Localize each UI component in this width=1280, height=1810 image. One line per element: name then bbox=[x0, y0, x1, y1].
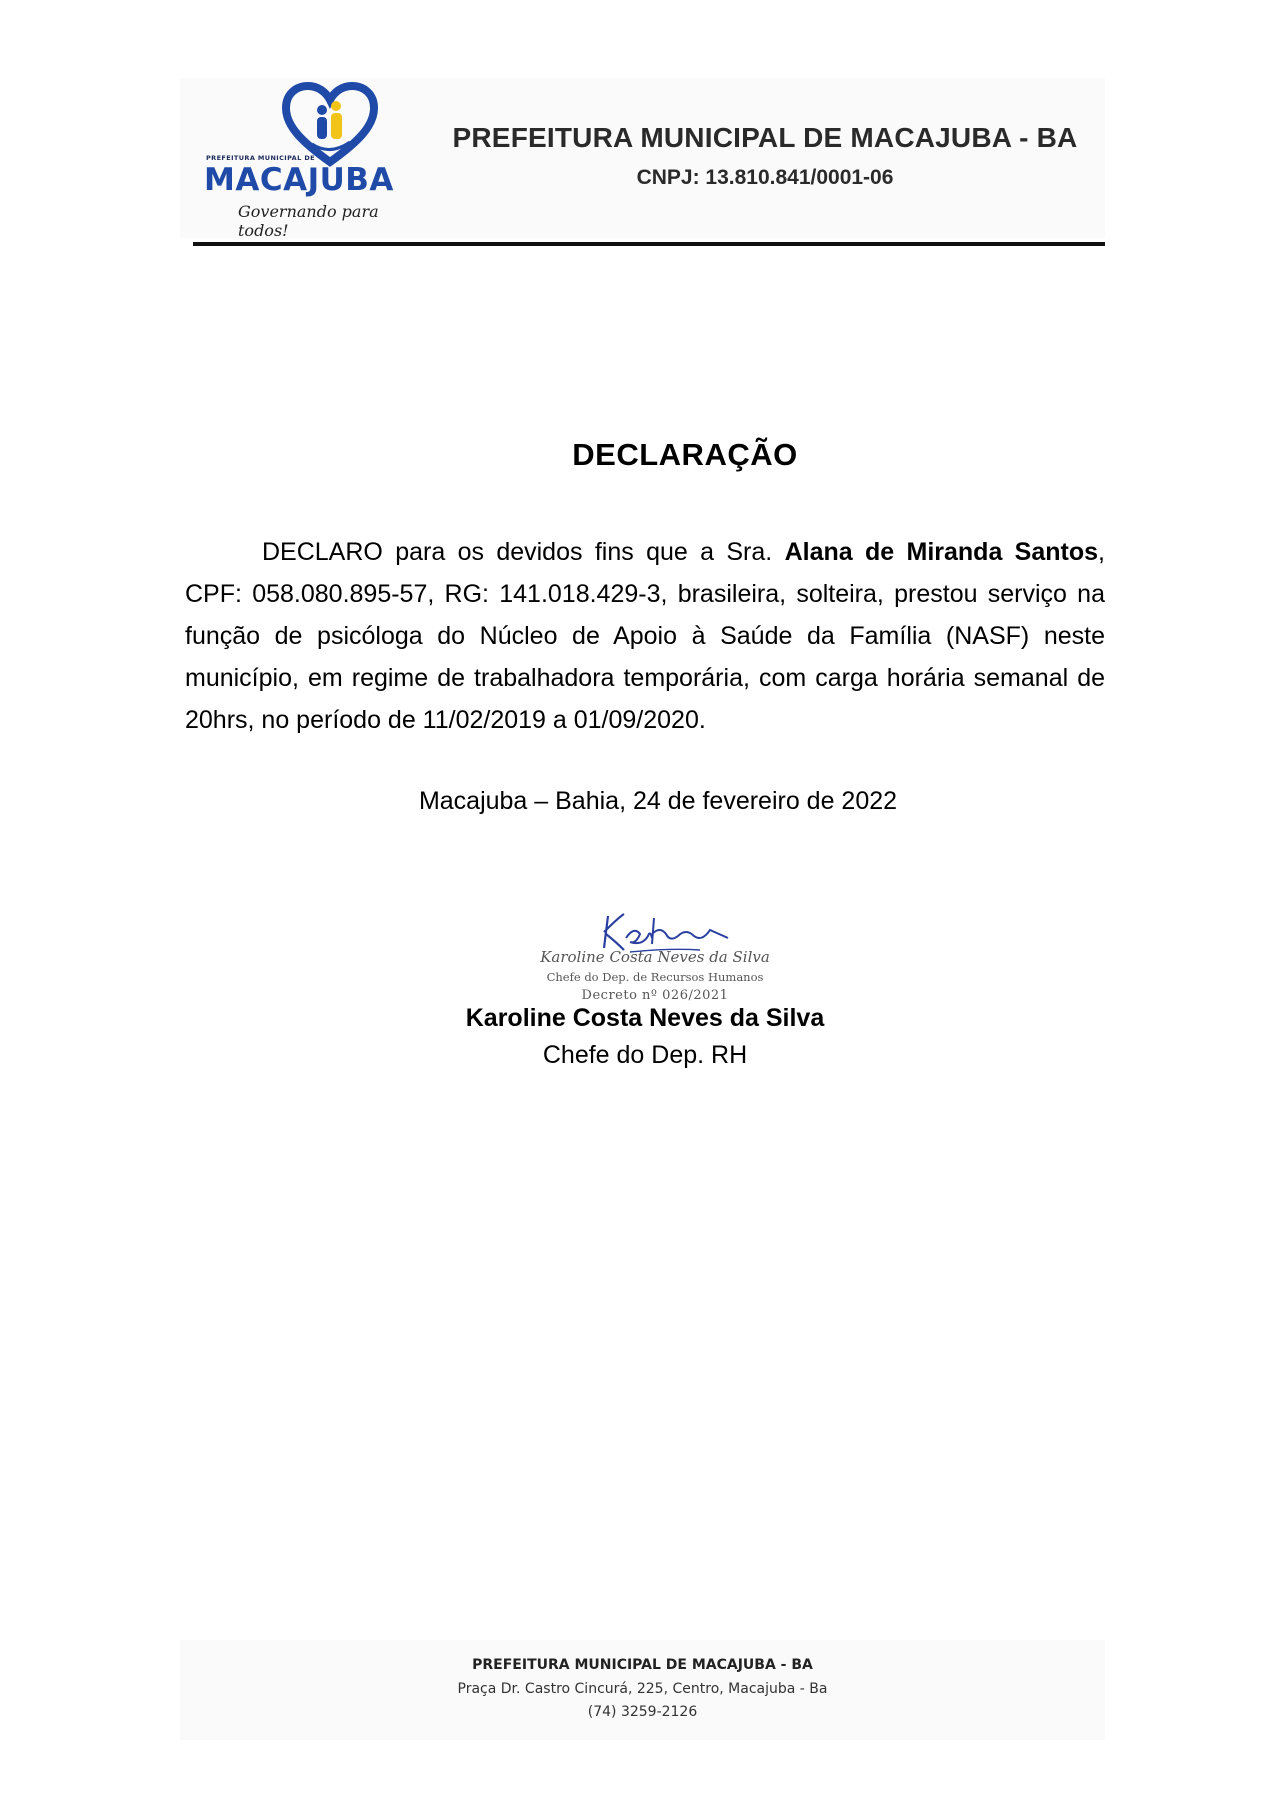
document-title: DECLARAÇÃO bbox=[572, 437, 798, 472]
signature-stamp bbox=[520, 908, 790, 1008]
logo-slogan: Governando para todos! bbox=[238, 202, 379, 240]
footer bbox=[180, 1640, 1105, 1740]
footer-title: PREFEITURA MUNICIPAL DE MACAJUBA - BA bbox=[472, 1657, 813, 1673]
header-title: PREFEITURA MUNICIPAL DE MACAJUBA - BA bbox=[452, 122, 1078, 153]
stamp-decree: Decreto nº 026/2021 bbox=[581, 988, 729, 1003]
header-divider bbox=[193, 242, 1105, 246]
declaration-paragraph bbox=[185, 531, 1105, 741]
footer-phone: (74) 3259-2126 bbox=[587, 1704, 698, 1720]
letterhead bbox=[180, 78, 1105, 238]
logo-name: MACAJUBA bbox=[204, 162, 394, 198]
footer-address: Praça Dr. Castro Cincurá, 225, Centro, Macajuba - Ba bbox=[457, 1681, 828, 1697]
signer-role: Chefe do Dep. RH bbox=[542, 1041, 748, 1069]
logo-subtitle: PREFEITURA MUNICIPAL DE bbox=[206, 154, 315, 162]
place-date: Macajuba – Bahia, 24 de fevereiro de 2022 bbox=[418, 787, 898, 815]
paragraph-rest: , CPF: 058.080.895-57, RG: 141.018.429-3, brasileira, solteira, prestou serviço na função de psicóloga do Núcleo de Apoio à Saúde da Família (NASF) neste município, em regime de trabalhadora temporária, com carga horária semanal de 20hrs, no período de 11/02/2019 a 01/09/2020. bbox=[185, 538, 1105, 734]
stamp-name: Karoline Costa Neves da Silva bbox=[540, 948, 770, 966]
header-cnpj: CNPJ: 13.810.841/0001-06 bbox=[636, 166, 894, 189]
municipality-logo bbox=[194, 82, 424, 240]
signer-name: Karoline Costa Neves da Silva bbox=[465, 1004, 825, 1032]
person-name: Alana de Miranda Santos bbox=[784, 538, 1099, 566]
paragraph-lead: DECLARO para os devidos fins que a Sra. bbox=[262, 538, 785, 566]
stamp-role: Chefe do Dep. de Recursos Humanos bbox=[546, 970, 764, 984]
